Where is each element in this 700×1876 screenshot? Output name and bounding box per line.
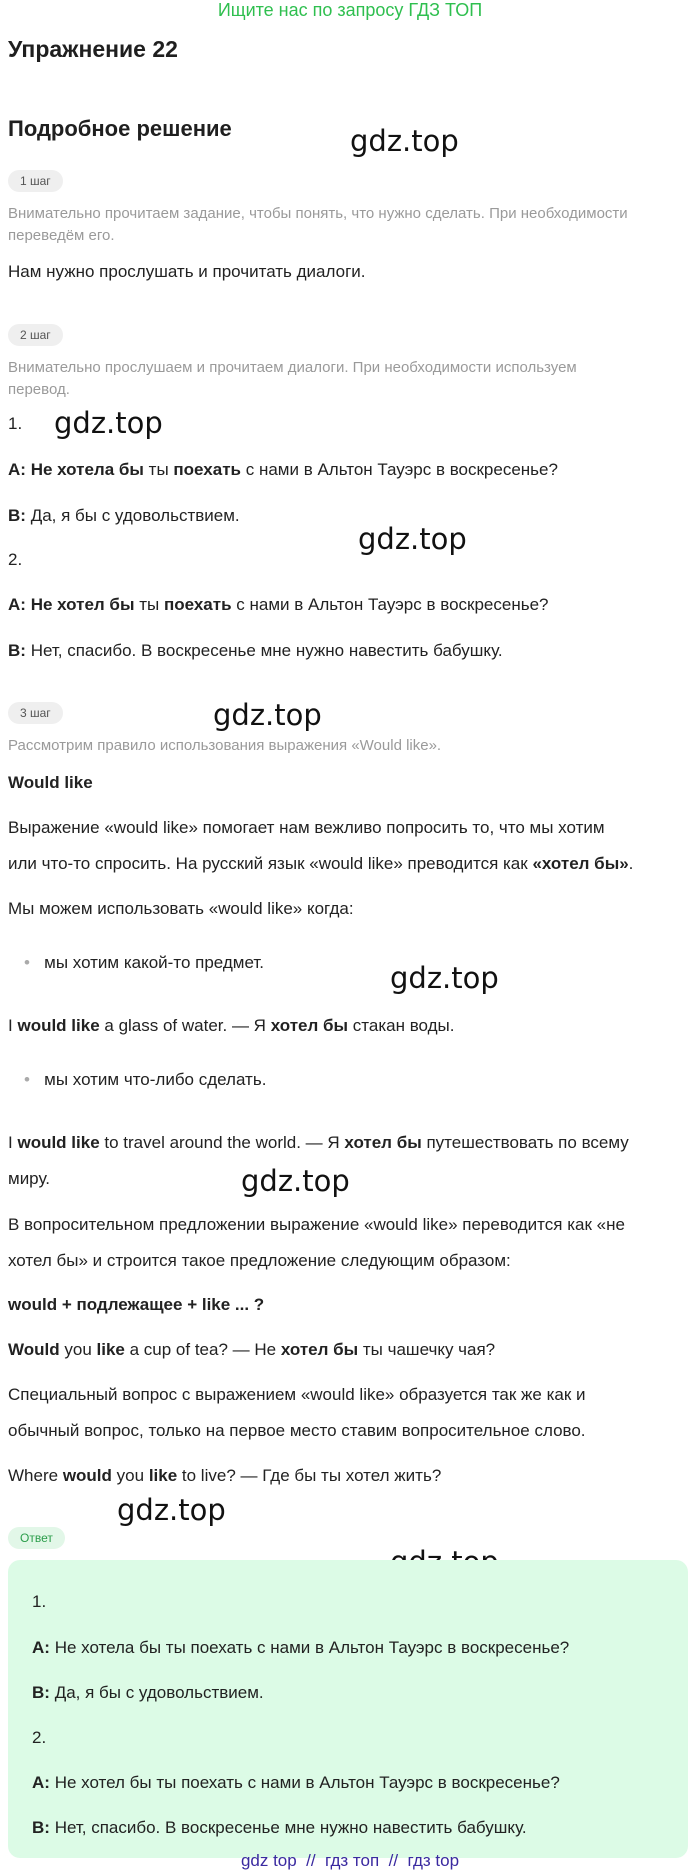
step-hint: Внимательно прочитаем задание, чтобы понять, что нужно сделать. При необходимости переведём его. (8, 205, 628, 244)
dialog-line: B: Нет, спасибо. В воскресенье мне нужно навестить бабушку. (8, 641, 503, 660)
rule-title: Would like (8, 773, 93, 792)
dialog-number: 2. (8, 550, 23, 569)
answer-line: B: Нет, спасибо. В воскресенье мне нужно навестить бабушку. (32, 1818, 527, 1837)
bullet-icon: • (24, 1070, 30, 1089)
rule-paragraph: В вопросительном предложении выражение «would like» переводится как «не хотел бы» и строится такое предложение следующим образом: (8, 1215, 625, 1270)
watermark: gdz.top (358, 522, 467, 556)
dialog-line: A: Не хотел бы ты поехать с нами в Альтон Тауэрс в воскресенье? (8, 595, 549, 614)
example-line: Where would you like to live? — Где бы ты хотел жить? (8, 1466, 442, 1485)
bullet-item: • мы хотим какой-то предмет. (24, 953, 264, 972)
answer-line: A: Не хотел бы ты поехать с нами в Альтон Тауэрс в воскресенье? (32, 1773, 560, 1792)
bullet-icon: • (24, 953, 30, 972)
page-title: Упражнение 22 (8, 36, 178, 62)
dialog-number: 1. (8, 414, 23, 433)
answer-number: 2. (32, 1728, 47, 1747)
rule-paragraph: Специальный вопрос с выражением «would like» образуется так же как и обычный вопрос, только на первое место ставим вопросительное слово. (8, 1385, 586, 1440)
answer-line: A: Не хотела бы ты поехать с нами в Альтон Тауэрс в воскресенье? (32, 1638, 570, 1657)
step-badge: 2 шаг (8, 324, 63, 346)
step-badge: 3 шаг (8, 702, 63, 724)
example-line: Would you like a cup of tea? — Не хотел бы ты чашечку чая? (8, 1340, 496, 1359)
footer-links[interactable]: gdz top // гдз топ // гдз top (240, 1851, 460, 1870)
answer-number: 1. (32, 1592, 47, 1611)
step-text: Нам нужно прослушать и прочитать диалоги. (8, 262, 366, 281)
dialog-line: A: Не хотела бы ты поехать с нами в Альтон Тауэрс в воскресенье? (8, 460, 558, 479)
answer-line: B: Да, я бы с удовольствием. (32, 1683, 264, 1702)
step-badge: 1 шаг (8, 170, 63, 192)
section-title: Подробное решение (8, 116, 232, 141)
watermark: gdz.top (213, 698, 322, 732)
step-hint: Рассмотрим правило использования выражения «Would like». (8, 737, 442, 754)
formula: would + подлежащее + like ... ? (8, 1295, 265, 1314)
answer-badge: Ответ (8, 1527, 65, 1549)
watermark: gdz.top (54, 406, 163, 440)
watermark: gdz.top (241, 1164, 350, 1198)
rule-paragraph: Выражение «would like» помогает нам вежливо попросить то, что мы хотим или что-то спросить. На русский язык «would like» преводится как «хотел бы». (8, 818, 634, 873)
watermark: gdz.top (390, 961, 499, 995)
dialog-line: B: Да, я бы с удовольствием. (8, 506, 240, 525)
bullet-item: • мы хотим что-либо сделать. (24, 1070, 267, 1089)
example-line: I would like a glass of water. — Я хотел бы стакан воды. (8, 1016, 455, 1035)
step-hint: Внимательно прослушаем и прочитаем диалоги. При необходимости используем перевод. (8, 359, 577, 398)
search-banner: Ищите нас по запросу ГДЗ ТОП (217, 0, 483, 20)
example-line: I would like to travel around the world. — Я хотел бы путешествовать по всему миру. (8, 1133, 629, 1188)
watermark: gdz.top (117, 1493, 226, 1527)
rule-paragraph: Мы можем использовать «would like» когда: (8, 899, 354, 918)
watermark: gdz.top (350, 124, 459, 158)
